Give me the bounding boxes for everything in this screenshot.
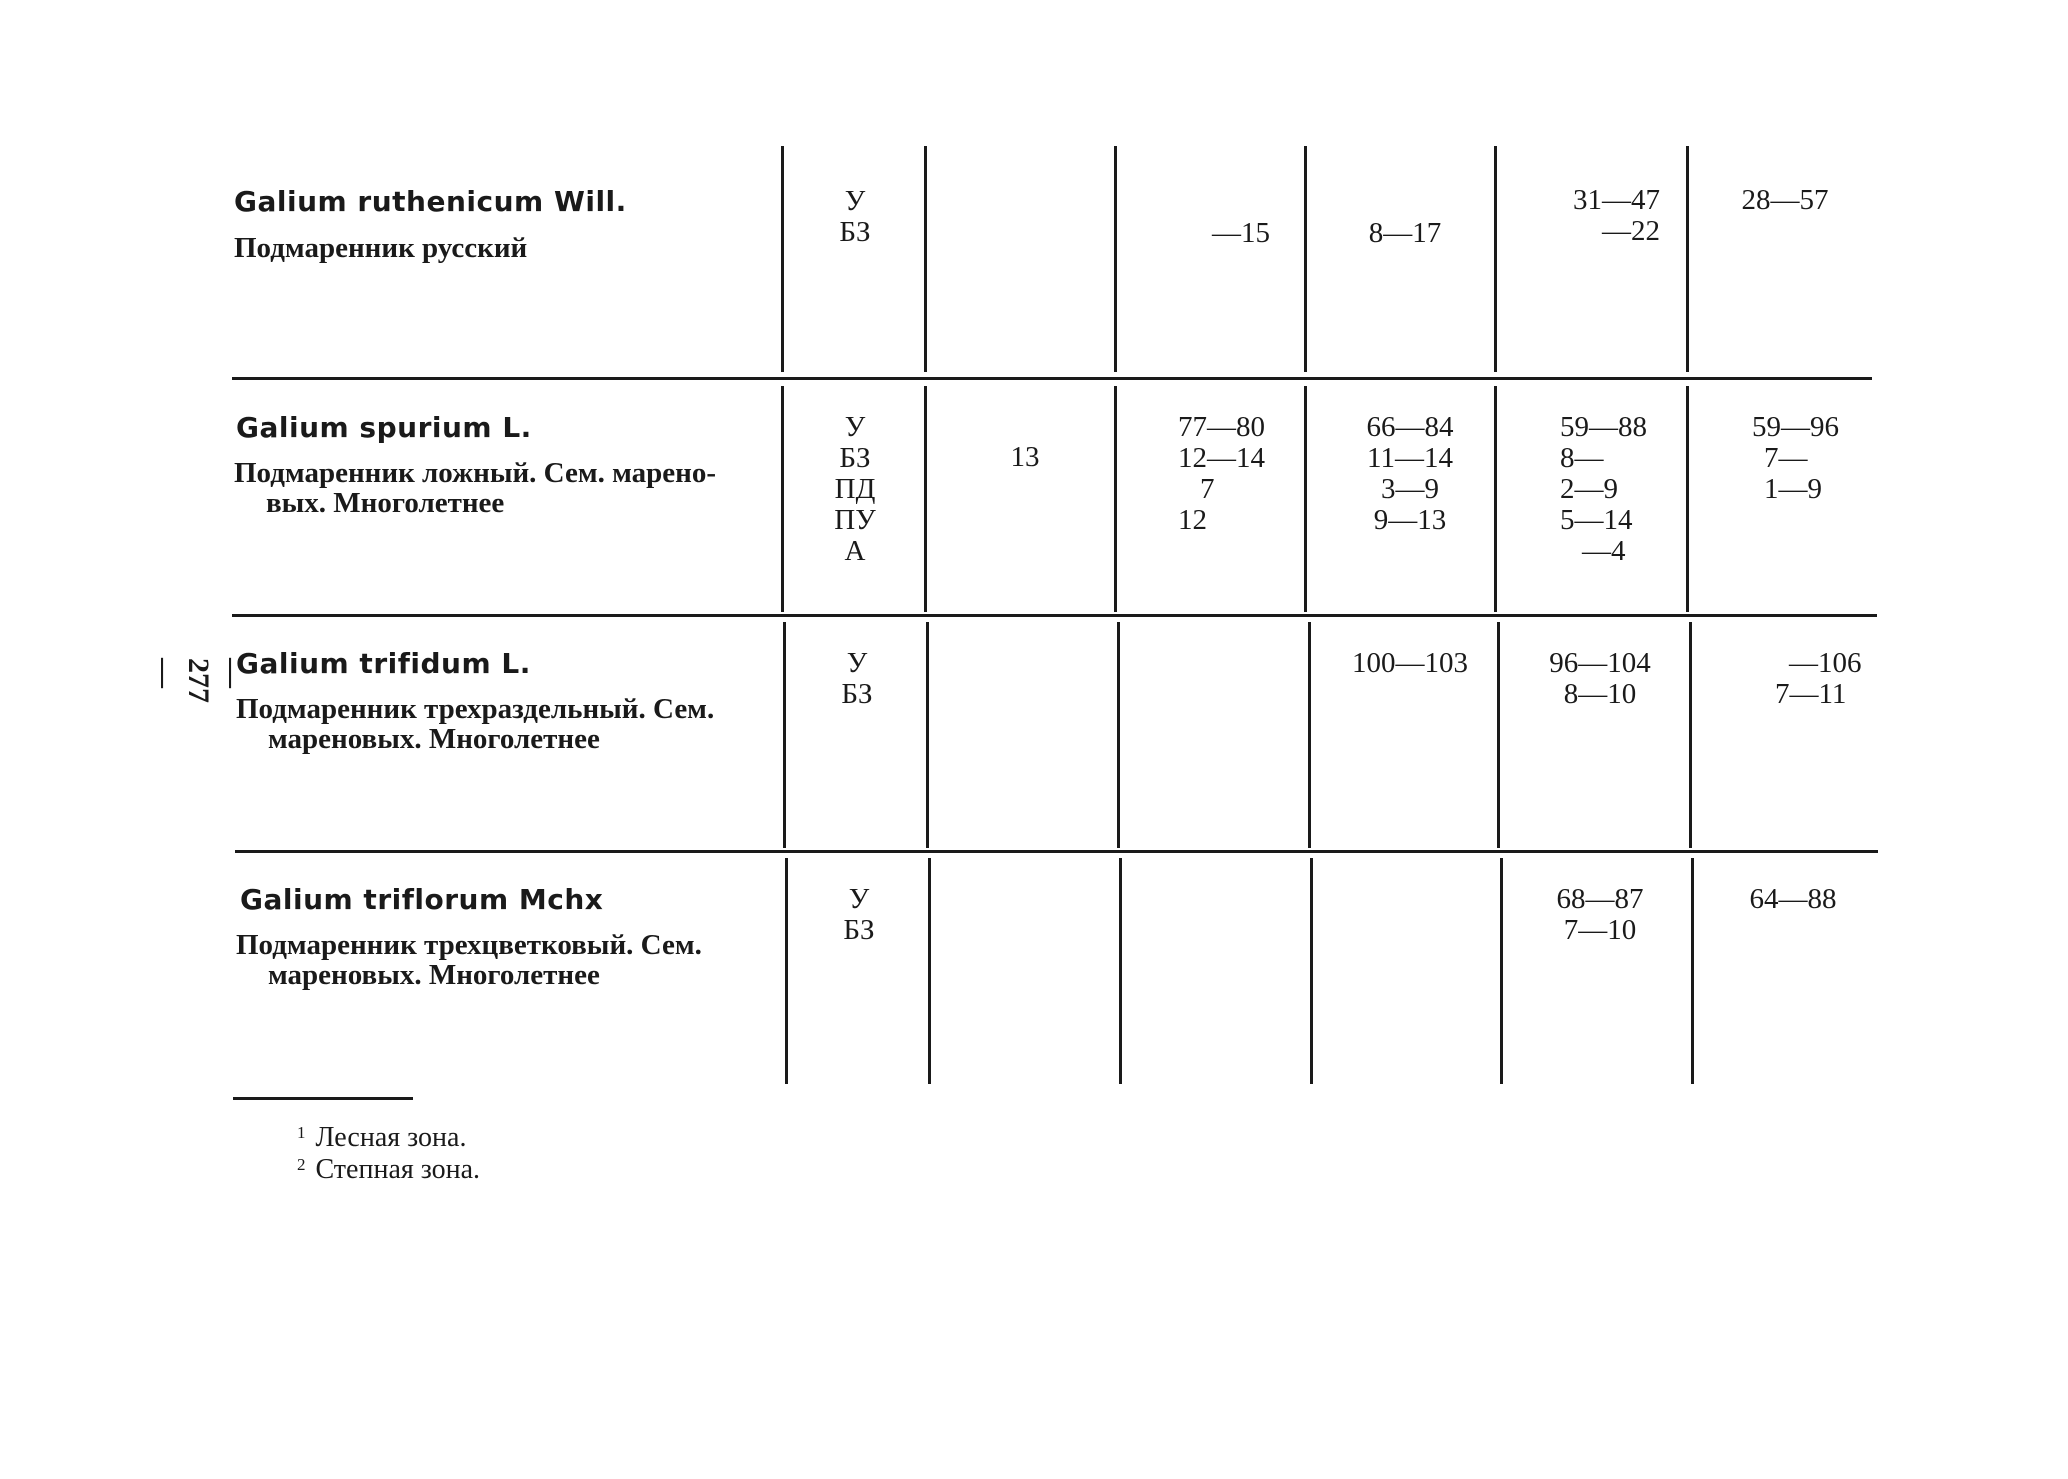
zone-value: БЗ — [841, 678, 873, 710]
value: 1—9 — [1764, 473, 1822, 505]
zone-value: У — [844, 411, 866, 443]
value: 59—96 — [1752, 411, 1839, 443]
col-rule — [1691, 858, 1694, 1084]
col-rule — [928, 858, 931, 1084]
col-rule — [1117, 622, 1120, 848]
value-cell — [1700, 185, 1870, 216]
value-cell — [1708, 884, 1878, 915]
col-rule — [1114, 386, 1117, 612]
species-latin: Galium trifidum L. — [236, 647, 531, 680]
col-rule — [1310, 858, 1313, 1084]
value: 3—9 — [1381, 473, 1439, 505]
value-cell — [1525, 884, 1675, 946]
row-divider-1 — [232, 377, 1872, 380]
russian-line: мареновых. Многолетнее — [268, 959, 600, 991]
value: 7—11 — [1775, 678, 1847, 710]
value: 64—88 — [1749, 883, 1837, 915]
footnote-text: Степная зона. — [315, 1154, 481, 1185]
value: —22 — [1602, 215, 1660, 247]
value: —4 — [1582, 535, 1626, 567]
col-rule — [926, 622, 929, 848]
col-rule — [781, 386, 784, 612]
zone-value: БЗ — [839, 442, 871, 474]
zone-cell — [800, 412, 910, 567]
russian-line: Подмаренник трехраздельный. Сем. — [236, 693, 715, 725]
col-rule — [1686, 146, 1689, 372]
value: 9—13 — [1373, 504, 1447, 536]
zone-value: У — [846, 647, 868, 679]
zone-cell — [802, 648, 912, 710]
russian-line: Подмаренник трехцветковый. Сем. — [236, 929, 702, 961]
col-rule — [1119, 858, 1122, 1084]
value-cell — [1560, 412, 1680, 567]
footnote-mark: 1 — [297, 1123, 306, 1142]
value: 100—103 — [1352, 647, 1468, 679]
value: 8—10 — [1563, 678, 1637, 710]
russian-line: мареновых. Многолетнее — [268, 723, 600, 755]
russian-line: вых. Многолетнее — [266, 487, 505, 519]
value: 12—14 — [1178, 442, 1265, 474]
col-rule — [1114, 146, 1117, 372]
species-latin: Galium ruthenicum Will. — [234, 185, 627, 218]
species-russian — [236, 694, 776, 754]
footnote-rule — [233, 1097, 413, 1100]
value-cell — [1775, 648, 1885, 710]
footnote — [297, 1154, 480, 1186]
value: 28—57 — [1741, 184, 1829, 216]
value: 11—14 — [1367, 442, 1453, 474]
page-number: — 277 — — [148, 658, 249, 703]
value-cell — [1330, 412, 1490, 536]
col-rule — [781, 146, 784, 372]
zone-value: БЗ — [843, 914, 875, 946]
zone-value: БЗ — [839, 216, 871, 248]
species-latin: Galium triflorum Mchx — [240, 883, 604, 916]
species-russian — [234, 458, 774, 518]
species-russian — [234, 233, 527, 263]
col-rule — [1304, 146, 1307, 372]
value: 13 — [1010, 441, 1040, 473]
col-rule — [1500, 858, 1503, 1084]
zone-value: У — [844, 185, 866, 217]
russian-line: Подмаренник ложный. Сем. марено- — [234, 457, 717, 489]
value: 7—10 — [1563, 914, 1637, 946]
zone-value: А — [844, 535, 866, 567]
col-rule — [1497, 622, 1500, 848]
value-cell — [1752, 412, 1862, 505]
value-cell — [1325, 648, 1495, 679]
col-rule — [1689, 622, 1692, 848]
value-cell — [940, 442, 1110, 473]
value-cell — [1525, 648, 1675, 710]
col-rule — [1494, 146, 1497, 372]
zone-cell — [800, 186, 910, 248]
value: 59—88 — [1560, 411, 1647, 443]
value: 77—80 — [1178, 411, 1265, 443]
col-rule — [785, 858, 788, 1084]
col-rule — [924, 386, 927, 612]
value: 8—17 — [1368, 217, 1442, 249]
col-rule — [783, 622, 786, 848]
value-cell — [1130, 218, 1270, 249]
value: 96—104 — [1549, 647, 1651, 679]
zone-value: ПД — [834, 473, 876, 505]
value: —15 — [1212, 217, 1270, 249]
value: 7 — [1200, 473, 1215, 505]
value: 66—84 — [1366, 411, 1454, 443]
value: 12 — [1178, 504, 1207, 536]
zone-cell — [804, 884, 914, 946]
row-divider-2 — [232, 614, 1877, 617]
value-cell — [1178, 412, 1298, 536]
value: 31—47 — [1573, 184, 1660, 216]
zone-value: ПУ — [834, 504, 876, 536]
zone-value: У — [848, 883, 870, 915]
value-cell — [1320, 218, 1490, 249]
col-rule — [924, 146, 927, 372]
value: 68—87 — [1556, 883, 1644, 915]
col-rule — [1494, 386, 1497, 612]
col-rule — [1304, 386, 1307, 612]
value: 2—9 — [1560, 473, 1618, 505]
species-russian — [236, 930, 776, 990]
value: 7— — [1764, 442, 1808, 474]
row-divider-3 — [235, 850, 1878, 853]
footnote — [297, 1122, 466, 1154]
footnote-mark: 2 — [297, 1155, 306, 1174]
russian-line: Подмаренник русский — [234, 232, 528, 264]
value: 8— — [1560, 442, 1604, 474]
value-cell — [1510, 185, 1660, 247]
value: 5—14 — [1560, 504, 1633, 536]
col-rule — [1686, 386, 1689, 612]
species-latin: Galium spurium L. — [236, 411, 532, 444]
footnote-text: Лесная зона. — [315, 1122, 467, 1153]
value: —106 — [1789, 647, 1862, 679]
col-rule — [1308, 622, 1311, 848]
